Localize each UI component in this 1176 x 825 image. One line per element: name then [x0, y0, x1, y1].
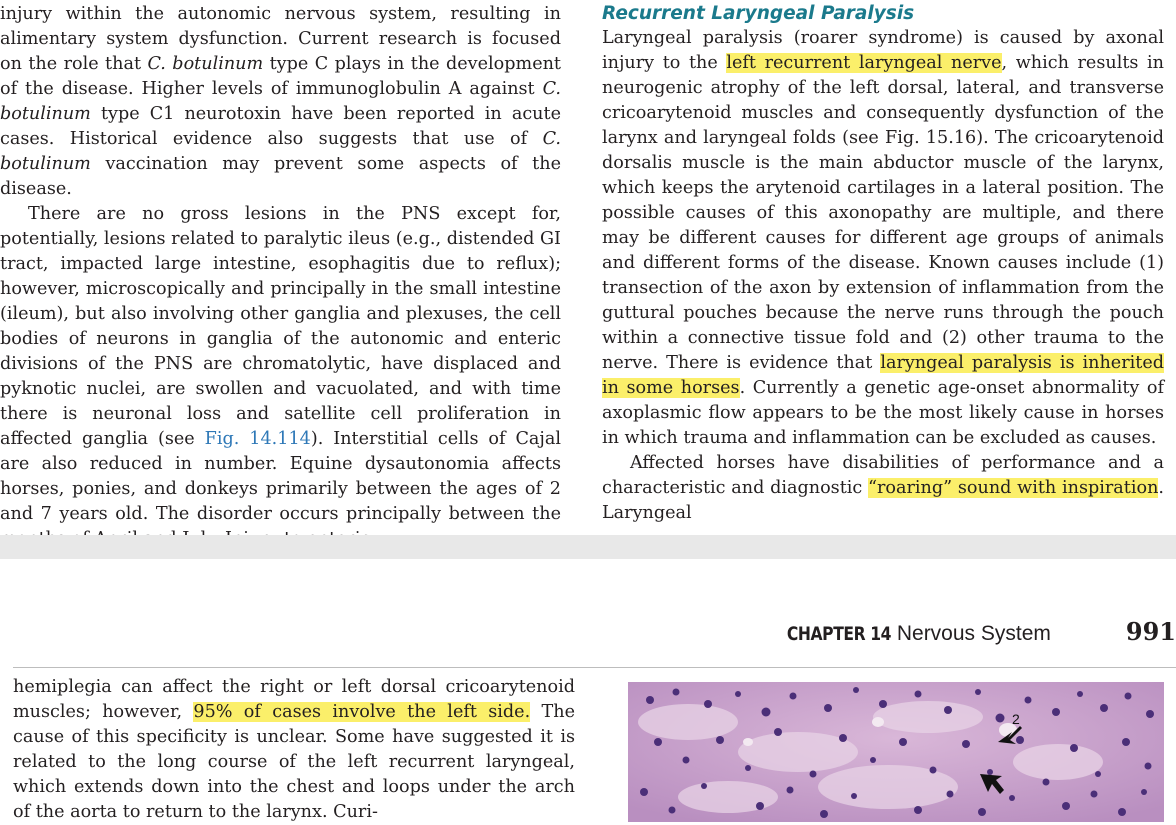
paragraph-hemiplegia: hemiplegia can affect the right or left dorsal cricoarytenoid muscles; however, 95% of cases involve the left side. The cause of this specificity is unclear. Some have suggested it is related to the long course of the left recurrent laryngeal, which extends down into the chest and loops under the arch of the aorta to return to the larynx. Curi- — [13, 677, 575, 822]
arrow-label: 2 — [1012, 711, 1020, 727]
section-heading: Recurrent Laryngeal Paralysis — [602, 3, 915, 24]
micrograph-image — [628, 682, 1164, 822]
paragraph-laryngeal-paralysis: Laryngeal paralysis (roarer syndrome) is caused by axonal injury to the left recurrent laryngeal nerve, which results in neurogenic atrophy of the left dorsal, lateral, and transverse cricoarytenoid muscles and consequently dysfunction of the larynx and laryngeal folds (see Fig. 15.16). The cricoarytenoid dorsalis muscle is the main abductor muscle of the larynx, which keeps the arytenoid cartilages in a lateral position. The possible causes of this axonopathy are multiple, and there may be different causes for different age groups of animals and different forms of the disease. Known causes include (1) transection of the axon by extension of inflammation from the guttural pouches because the nerve runs through the pouch within a connective tissue fold and (2) other trauma to the nerve. There is evidence that laryngeal paralysis is inherited in some horses. Currently a genetic age-onset abnormality of axoplasmic flow appears to be the most likely cause in horses in which trauma and inflammation can be excluded as causes. — [602, 28, 1164, 448]
left-column — [0, 2, 561, 552]
highlight: left recurrent laryngeal nerve — [726, 53, 1002, 73]
figure-reference-link[interactable]: Fig. 14.114 — [204, 429, 311, 449]
bottom-text-column — [13, 675, 575, 825]
chapter-label: CHAPTER 14 — [786, 623, 891, 645]
page-separator — [0, 535, 1176, 559]
right-column — [602, 2, 1164, 526]
highlight: 95% of cases involve the left side. — [193, 702, 531, 722]
paragraph-pns-lesions: There are no gross lesions in the PNS except for, potentially, lesions related to paralytic ileus (e.g., distended GI tract, impacted large intestine, esophagitis due to reflux); however, microscopically and principally in the small intestine (ileum), but also involving other ganglia and plexuses, the cell bodies of neurons in ganglia of the autonomic and enteric divisions of the PNS are chromatolytic, have displaced and pyknotic nuclei, are swollen and vacuolated, and with time there is neuronal loss and satellite cell proliferation in affected ganglia (see Fig. 14.114). Interstitial cells of Cajal are also reduced in number. Equine dysautonomia affects horses, ponies, and donkeys primarily between the ages of 2 and 7 years old. The disorder occurs principally between the — [0, 204, 561, 524]
header-rule — [13, 667, 1176, 668]
bottom-page — [0, 559, 1176, 822]
highlight: laryngeal paralysis is inherited in some horses — [602, 353, 1164, 398]
species-name: C. botulinum — [0, 79, 561, 124]
paragraph-roaring-sound: Affected horses have disabilities of performance and a characteristic and diagnostic “roaring” sound with inspiration. Laryngeal — [602, 453, 1165, 523]
highlight: “roaring” sound with inspiration — [868, 478, 1159, 498]
species-name: C. botulinum — [147, 54, 264, 74]
running-head — [764, 617, 1176, 647]
paragraph-equine-dysautonomia-intro: injury within the autonomic nervous system, resulting in alimentary system dysfunction. Current research is focused on the role that C. botulinum type C plays in the development of the disease. Higher levels of immunoglobulin A against C. botulinum type C1 neurotoxin have been reported in acute cases. Historical evidence also suggests that use of C. botulinum vaccination may prevent some aspects of the disease. — [0, 4, 562, 199]
page-number: 991 — [1125, 617, 1176, 646]
chapter-title: Nervous System — [896, 622, 1051, 645]
species-name: C. botulinum — [0, 129, 561, 174]
